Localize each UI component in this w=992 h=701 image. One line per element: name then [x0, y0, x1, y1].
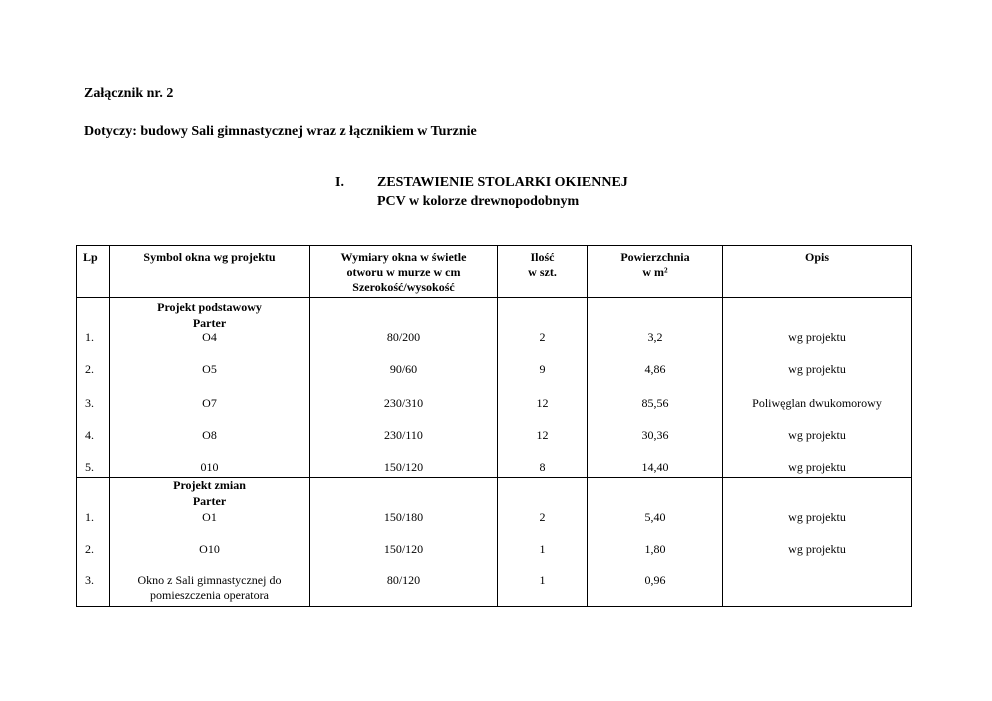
cell-dimensions: 90/60: [389, 362, 418, 376]
cell-area: 5,40: [644, 510, 666, 524]
cell-description: wg projektu: [788, 362, 846, 376]
cell-lp: 3.: [85, 573, 94, 587]
cell-symbol: [110, 573, 309, 603]
group-floor: Parter: [192, 316, 227, 330]
cell-lp: 2.: [85, 362, 94, 376]
cell-symbol: O4: [202, 330, 217, 344]
cell-symbol: O8: [202, 428, 217, 442]
cell-lp: 5.: [85, 460, 94, 474]
header-quantity-line-1: Ilość: [530, 250, 555, 264]
cell-symbol-line-2: pomieszczenia operatora: [150, 588, 269, 602]
windows-table: [76, 245, 912, 607]
cell-symbol: 010: [200, 460, 219, 474]
section-subtitle: PCV w kolorze drewnopodobnym: [377, 194, 580, 209]
cell-symbol-line-1: Okno z Sali gimnastycznej do: [137, 573, 282, 587]
section-title: ZESTAWIENIE STOLARKI OKIENNEJ: [377, 175, 628, 190]
cell-dimensions: 150/180: [383, 510, 424, 524]
cell-lp: 1.: [85, 330, 94, 344]
cell-quantity: 8: [539, 460, 546, 474]
cell-lp: 1.: [85, 510, 94, 524]
group-label: [110, 299, 309, 331]
cell-quantity: 2: [539, 330, 546, 344]
cell-lp: 4.: [85, 428, 94, 442]
header-dimensions-line-3: Szerokość/wysokość: [352, 280, 455, 294]
header-area: [588, 250, 722, 280]
cell-dimensions: 80/200: [386, 330, 421, 344]
cell-area: 1,80: [644, 542, 666, 556]
group-floor: Parter: [192, 494, 227, 508]
cell-description: Poliwęglan dwukomorowy: [752, 396, 882, 410]
header-divider: [77, 297, 911, 298]
cell-area: 0,96: [644, 573, 666, 587]
cell-symbol: O7: [202, 396, 217, 410]
cell-symbol: O5: [202, 362, 217, 376]
header-symbol: Symbol okna wg projektu: [143, 250, 276, 264]
cell-dimensions: 80/120: [386, 573, 421, 587]
cell-dimensions: 150/120: [383, 542, 424, 556]
cell-lp: 3.: [85, 396, 94, 410]
group-name: Projekt podstawowy: [157, 300, 262, 314]
cell-quantity: 1: [539, 573, 546, 587]
cell-symbol: O1: [202, 510, 217, 524]
cell-quantity: 2: [539, 510, 546, 524]
cell-description: wg projektu: [788, 428, 846, 442]
header-dimensions-line-1: Wymiary okna w świetle: [340, 250, 467, 264]
annex-title: Załącznik nr. 2: [84, 86, 174, 101]
header-quantity-line-2: w szt.: [528, 265, 557, 279]
cell-lp: 2.: [85, 542, 94, 556]
cell-description: wg projektu: [788, 330, 846, 344]
header-description: Opis: [804, 250, 829, 264]
header-area-line-1: Powierzchnia: [620, 250, 690, 264]
header-lp: Lp: [83, 250, 98, 264]
group-label: [110, 477, 309, 509]
header-dimensions-line-2: otworu w murze w cm: [346, 265, 461, 279]
header-area-line-2: w m²: [642, 265, 668, 279]
cell-quantity: 12: [536, 428, 549, 442]
cell-area: 85,56: [641, 396, 669, 410]
cell-quantity: 9: [539, 362, 546, 376]
cell-description: wg projektu: [788, 460, 846, 474]
group-name: Projekt zmian: [173, 478, 246, 492]
header-dimensions: [310, 250, 497, 295]
section-number: I.: [335, 175, 344, 190]
cell-description: wg projektu: [788, 542, 846, 556]
cell-quantity: 1: [539, 542, 546, 556]
cell-symbol: O10: [199, 542, 220, 556]
header-quantity: [498, 250, 587, 280]
cell-dimensions: 230/110: [384, 428, 423, 442]
cell-quantity: 12: [536, 396, 549, 410]
subject-line: Dotyczy: budowy Sali gimnastycznej wraz z łącznikiem w Turznie: [84, 124, 477, 139]
cell-area: 4,86: [644, 362, 666, 376]
cell-area: 14,40: [641, 460, 669, 474]
cell-dimensions: 230/310: [383, 396, 424, 410]
cell-dimensions: 150/120: [383, 460, 424, 474]
cell-area: 30,36: [641, 428, 669, 442]
cell-description: wg projektu: [788, 510, 846, 524]
cell-area: 3,2: [647, 330, 663, 344]
